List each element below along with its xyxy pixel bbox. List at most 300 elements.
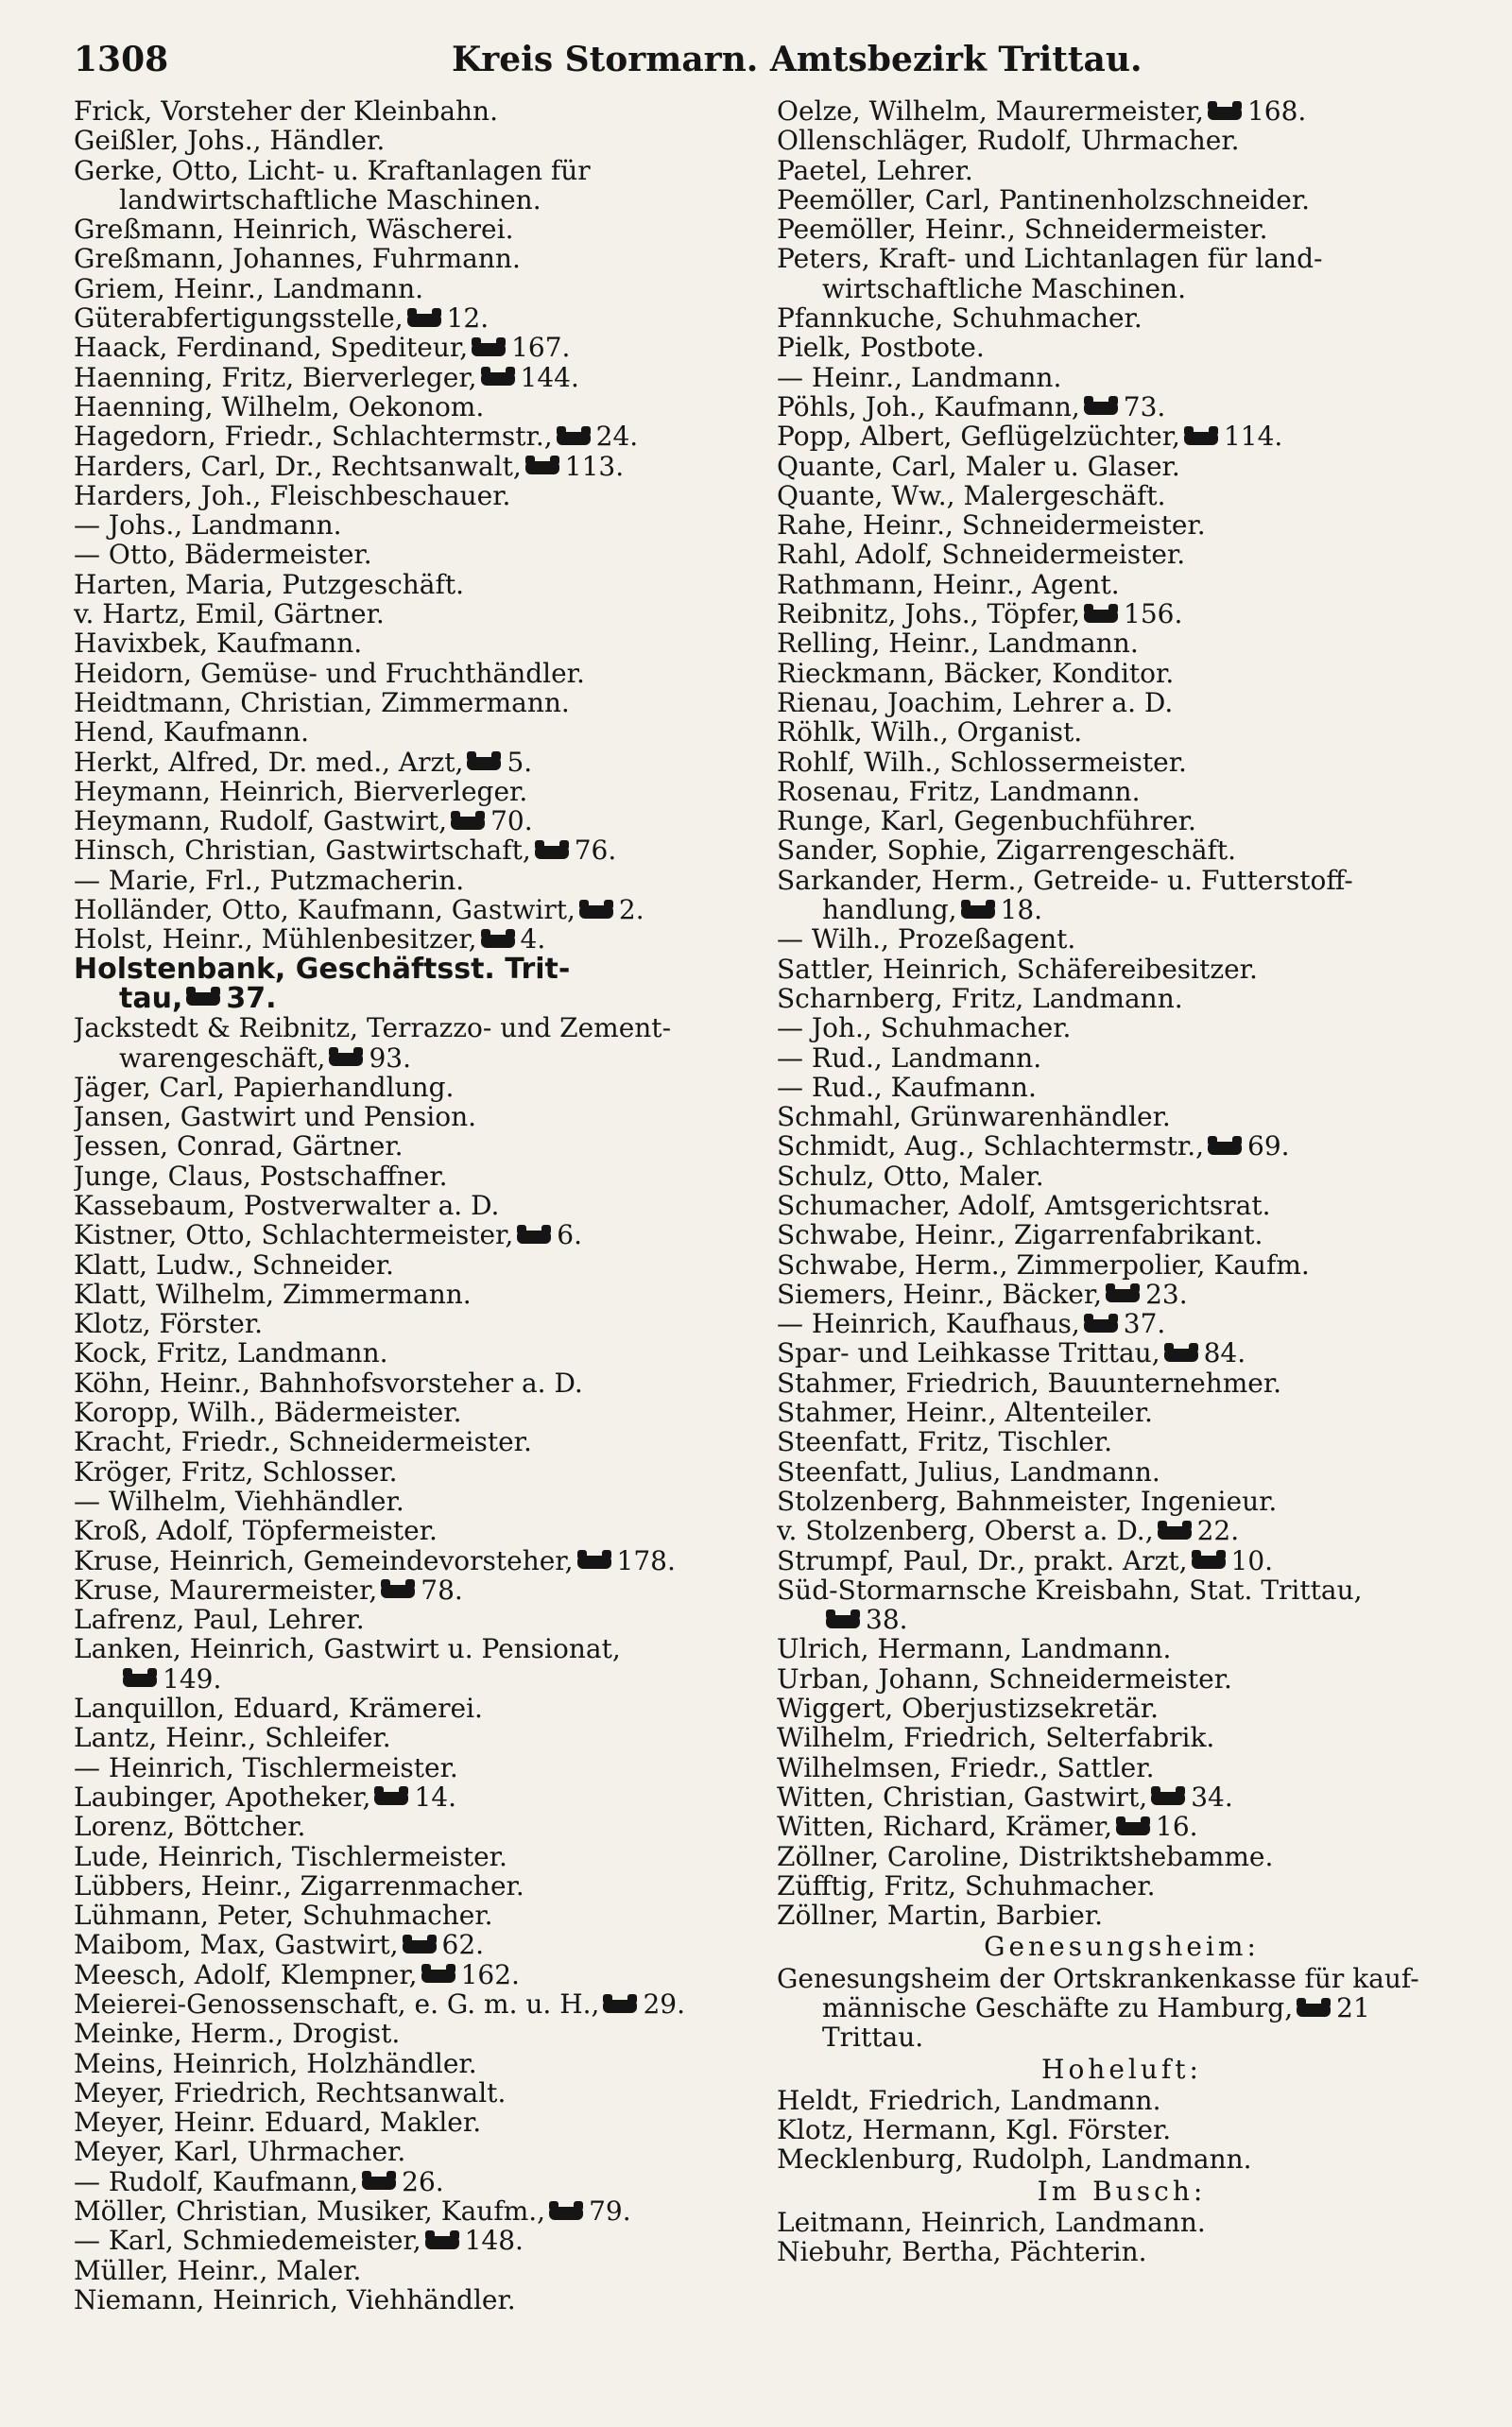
directory-entry [74, 392, 764, 422]
entry-text: Köhn, Heinr., Bahnhofsvorsteher a. D. [74, 1368, 583, 1399]
entry-text: — Heinrich, Tischlermeister. [74, 1752, 458, 1782]
entry-text: Siemers, Heinr., Bäcker, [777, 1279, 1103, 1310]
telephone-number: 23. [1145, 1279, 1188, 1310]
directory-entry [777, 1162, 1467, 1191]
entry-text: Schwabe, Heinr., Zigarrenfabrikant. [777, 1220, 1263, 1250]
entry-text: Steenfatt, Julius, Landmann. [777, 1456, 1160, 1487]
entry-text: Zöllner, Caroline, Distriktshebamme. [777, 1841, 1274, 1871]
entry-text: — Rudolf, Kaufmann, [74, 2166, 359, 2197]
entry-text: — Karl, Schmiedemeister, [74, 2226, 421, 2256]
entry-text: Meierei-Genossenschaft, e. G. m. u. H., [74, 1989, 600, 2020]
directory-entry [777, 1871, 1467, 1901]
entry-text: Heidorn, Gemüse- und Fruchthändler. [74, 658, 585, 688]
entry-text: Genesungsheim der Ortskrankenkasse für kauf- [777, 1963, 1419, 1993]
entry-text: Peters, Kraft- und Lichtanlagen für land- [777, 244, 1323, 274]
directory-entry [777, 185, 1467, 215]
directory-entry [74, 156, 764, 185]
entry-text: — Rud., Landmann. [777, 1042, 1042, 1073]
telephone-number: 37. [1123, 1309, 1166, 1339]
directory-entry [777, 1280, 1467, 1309]
directory-entry [74, 1901, 764, 1930]
directory-entry [74, 895, 764, 924]
entry-text: Maibom, Max, Gastwirt, [74, 1930, 399, 1960]
entry-text: Schulz, Otto, Maler. [777, 1161, 1044, 1191]
telephone-number: 26. [402, 2166, 444, 2197]
entry-text: Hinsch, Christian, Gastwirtschaft, [74, 835, 531, 866]
entry-text: Stahmer, Friedrich, Bauunternehmer. [777, 1368, 1282, 1399]
entry-text: landwirtschaftliche Maschinen. [119, 184, 541, 215]
entry-text: Schmahl, Grünwarenhändler. [777, 1102, 1171, 1132]
entry-text: Havixbek, Kaufmann. [74, 628, 363, 659]
telephone-number: 22. [1196, 1516, 1240, 1546]
telephone-icon [186, 992, 220, 1006]
directory-entry [777, 1427, 1467, 1456]
directory-entry [74, 540, 764, 569]
entry-text: Peemöller, Carl, Pantinenholzschneider. [777, 184, 1311, 215]
directory-entry [777, 2115, 1467, 2144]
entry-text: Lorenz, Böttcher. [74, 1812, 306, 1842]
entry-text: v. Hartz, Emil, Gärtner. [74, 599, 385, 629]
entry-text: Lühmann, Peter, Schuhmacher. [74, 1901, 493, 1931]
directory-entry [777, 1043, 1467, 1073]
directory-entry [74, 2078, 764, 2108]
entry-text: Röhlk, Wilh., Organist. [777, 717, 1083, 748]
directory-entry [74, 777, 764, 806]
directory-entry [74, 1309, 764, 1338]
entry-text: Peemöller, Heinr., Schneidermeister. [777, 215, 1268, 245]
directory-entry [74, 1043, 764, 1073]
telephone-number: 84. [1203, 1338, 1246, 1368]
entry-text: Schmidt, Aug., Schlachtermstr., [777, 1131, 1205, 1162]
directory-entry [74, 1575, 764, 1605]
telephone-number: 70. [490, 806, 533, 836]
telephone-icon [525, 461, 559, 474]
directory-entry [74, 363, 764, 392]
entry-text: Genesungsheim: [984, 1931, 1260, 1963]
directory-entry [74, 628, 764, 658]
entry-text: Hend, Kaufmann. [74, 717, 309, 748]
directory-entry [777, 1546, 1467, 1575]
entry-text: — Heinrich, Kaufhaus, [777, 1309, 1080, 1339]
entry-text: Süd-Stormarnsche Kreisbahn, Stat. Trittau, [777, 1575, 1363, 1606]
telephone-icon [1184, 432, 1218, 445]
entry-text: Meesch, Adolf, Klempner, [74, 1959, 418, 1989]
directory-entry [74, 806, 764, 835]
entry-text: Greßmann, Heinrich, Wäscherei. [74, 215, 514, 245]
telephone-number: 168. [1246, 96, 1307, 127]
entry-text: — Joh., Schuhmacher. [777, 1013, 1072, 1043]
entry-text: Wilhelm, Friedrich, Selterfabrik. [777, 1723, 1215, 1753]
page-number: 1308 [74, 40, 169, 79]
telephone-icon [381, 1585, 415, 1598]
directory-entry [74, 1634, 764, 1663]
directory-entry [74, 955, 764, 984]
directory-entry [74, 452, 764, 481]
directory-entry [777, 1368, 1467, 1398]
entry-text: Klotz, Förster. [74, 1309, 264, 1339]
section-heading [777, 2175, 1467, 2208]
directory-entry [777, 628, 1467, 658]
directory-entry [74, 1753, 764, 1782]
entry-text: Jäger, Carl, Papierhandlung. [74, 1072, 455, 1103]
directory-entry [74, 1280, 764, 1309]
entry-text: Kroß, Adolf, Töpfermeister. [74, 1516, 438, 1546]
directory-entry [777, 2086, 1467, 2115]
telephone-icon [535, 846, 569, 859]
entry-text: Heymann, Heinrich, Bierverleger. [74, 776, 528, 807]
entry-text: Runge, Karl, Gegenbuchführer. [777, 806, 1196, 836]
entry-text: Kistner, Otto, Schlachtermeister, [74, 1220, 514, 1250]
telephone-icon [421, 1970, 455, 1983]
directory-entry [74, 2256, 764, 2285]
directory-entry [777, 215, 1467, 244]
directory-entry [74, 748, 764, 777]
entry-text: Witten, Richard, Krämer, [777, 1812, 1113, 1842]
entry-text: Rohlf, Wilh., Schlossermeister. [777, 747, 1187, 777]
entry-text: Leitmann, Heinrich, Landmann. [777, 2208, 1206, 2238]
directory-entry [74, 1871, 764, 1901]
entry-text: Holst, Heinr., Mühlenbesitzer, [74, 924, 477, 955]
telephone-icon [579, 905, 613, 919]
telephone-icon [1164, 1349, 1198, 1362]
directory-entry [74, 1457, 764, 1487]
directory-entry [777, 2237, 1467, 2266]
entry-text: Rahe, Heinr., Schneidermeister. [777, 510, 1206, 541]
directory-entry [777, 510, 1467, 540]
telephone-icon [577, 1556, 611, 1569]
entry-text: — Johs., Landmann. [74, 510, 342, 541]
directory-entry [777, 1309, 1467, 1338]
telephone-icon [451, 817, 485, 830]
telephone-icon [425, 2236, 459, 2249]
entry-text: Kröger, Fritz, Schlosser. [74, 1456, 398, 1487]
section-heading [777, 1930, 1467, 1963]
directory-entry [777, 895, 1467, 924]
directory-entry [777, 717, 1467, 747]
entry-text: Meins, Heinrich, Holzhändler. [74, 2048, 477, 2078]
directory-entry [74, 244, 764, 273]
directory-entry [777, 1964, 1467, 1993]
directory-entry [74, 599, 764, 628]
telephone-icon [472, 343, 506, 356]
directory-entry [74, 274, 764, 303]
entry-text: Witten, Christian, Gastwirt, [777, 1782, 1148, 1813]
entry-text: Strumpf, Paul, Dr., prakt. Arzt, [777, 1545, 1188, 1575]
page-title: Kreis Stormarn. Amtsbezirk Trittau. [452, 40, 1143, 79]
directory-entry [777, 1723, 1467, 1752]
directory-entry [74, 1013, 764, 1042]
entry-text: — Heinr., Landmann. [777, 362, 1062, 392]
directory-entry [74, 984, 764, 1013]
directory-entry [74, 1191, 764, 1220]
entry-text: Güterabfertigungsstelle, [74, 303, 404, 334]
directory-entry [777, 2144, 1467, 2174]
directory-entry [74, 1960, 764, 1989]
telephone-number: 76. [574, 835, 617, 866]
directory-entry [74, 1220, 764, 1249]
entry-text: Harders, Joh., Fleischbeschauer. [74, 480, 511, 511]
directory-entry [777, 156, 1467, 185]
directory-entry [74, 1368, 764, 1398]
entry-text: Rathmann, Heinr., Agent. [777, 569, 1120, 600]
directory-entry [74, 1102, 764, 1131]
directory-entry [74, 2196, 764, 2226]
telephone-number: 93. [369, 1042, 411, 1073]
entry-text: Schwabe, Herm., Zimmerpolier, Kaufm. [777, 1249, 1310, 1280]
entry-text: Geißler, Johs., Händler. [74, 126, 386, 156]
telephone-number: 5. [507, 747, 533, 777]
directory-entry [777, 1457, 1467, 1487]
directory-entry [777, 274, 1467, 303]
directory-entry [777, 599, 1467, 628]
telephone-number: 14. [414, 1782, 456, 1813]
directory-entry [74, 1694, 764, 1723]
directory-entry [74, 2285, 764, 2315]
entry-text: Quante, Ww., Malergeschäft. [777, 480, 1166, 511]
directory-entry [74, 333, 764, 362]
directory-entry [777, 1013, 1467, 1042]
entry-text: Frick, Vorsteher der Kleinbahn. [74, 96, 498, 127]
telephone-number: 162. [460, 1959, 520, 1989]
directory-entry [777, 1634, 1467, 1663]
entry-text: Niemann, Heinrich, Viehhändler. [74, 2284, 516, 2315]
directory-entry [777, 1782, 1467, 1812]
directory-entry [777, 2022, 1467, 2052]
entry-text: wirtschaftliche Maschinen. [822, 273, 1186, 304]
telephone-number: 149. [163, 1663, 222, 1695]
directory-entry [74, 1664, 764, 1694]
entry-text: Kracht, Friedr., Schneidermeister. [74, 1427, 532, 1457]
entry-text: Klotz, Hermann, Kgl. Förster. [777, 2115, 1172, 2145]
directory-entry [74, 1782, 764, 1812]
entry-text: Paetel, Lehrer. [777, 155, 973, 185]
directory-entry [777, 688, 1467, 717]
directory-entry [74, 1162, 764, 1191]
directory-entry [74, 481, 764, 510]
directory-entry [777, 1605, 1467, 1634]
entry-text: Ulrich, Hermann, Landmann. [777, 1634, 1172, 1664]
telephone-number: 10. [1230, 1545, 1274, 1575]
entry-text: — Wilhelm, Viehhändler. [74, 1486, 404, 1517]
telephone-icon [329, 1053, 363, 1066]
entry-text: — Otto, Bädermeister. [74, 540, 372, 570]
directory-entry [74, 510, 764, 540]
entry-text: Möller, Christian, Musiker, Kaufm., [74, 2196, 546, 2227]
directory-entry [74, 1516, 764, 1545]
directory-entry [777, 1993, 1467, 2022]
entry-text: Sarkander, Herm., Getreide- u. Futterstoff- [777, 865, 1353, 896]
telephone-icon [1084, 610, 1118, 623]
telephone-icon [1116, 1822, 1150, 1835]
telephone-number: 114. [1223, 422, 1283, 452]
directory-entry [74, 1487, 764, 1516]
telephone-number: 62. [441, 1930, 485, 1960]
telephone-icon [517, 1231, 551, 1244]
directory-entry [777, 1516, 1467, 1545]
telephone-number: 113. [564, 451, 625, 481]
directory-entry [777, 1812, 1467, 1841]
telephone-icon [1084, 1319, 1118, 1333]
directory-entry [74, 1812, 764, 1841]
directory-entry [777, 1487, 1467, 1516]
entry-text: Kruse, Heinrich, Gemeindevorsteher, [74, 1545, 574, 1575]
directory-entry [777, 1338, 1467, 1368]
directory-entry [74, 2137, 764, 2166]
entry-text: Haack, Ferdinand, Spediteur, [74, 333, 469, 363]
entry-text: Sander, Sophie, Zigarrengeschäft. [777, 835, 1237, 866]
entry-text: Klatt, Ludw., Schneider. [74, 1249, 394, 1280]
directory-entry [777, 422, 1467, 451]
entry-text: Müller, Heinr., Maler. [74, 2255, 362, 2285]
entry-text: — Wilh., Prozeßagent. [777, 924, 1076, 955]
entry-text: Kruse, Maurermeister, [74, 1575, 378, 1606]
directory-entry [74, 1546, 764, 1575]
telephone-number: 148. [464, 2226, 524, 2256]
entry-text: Meyer, Heinr. Eduard, Makler. [74, 2108, 482, 2138]
entry-text: Rienau, Joachim, Lehrer a. D. [777, 687, 1174, 718]
directory-entry [74, 1842, 764, 1871]
telephone-icon [1084, 402, 1118, 415]
directory-entry [777, 659, 1467, 688]
telephone-number: 167. [511, 333, 571, 363]
directory-entry [74, 1073, 764, 1102]
telephone-icon [1151, 1792, 1185, 1805]
directory-entry [777, 866, 1467, 895]
left-column [74, 96, 764, 2315]
entry-text: Mecklenburg, Rudolph, Landmann. [777, 2144, 1252, 2175]
entry-text: Pielk, Postbote. [777, 333, 985, 363]
directory-entry [74, 659, 764, 688]
directory-entry [777, 1901, 1467, 1930]
telephone-number: 73. [1123, 391, 1166, 422]
entry-text: Stahmer, Heinr., Altenteiler. [777, 1398, 1153, 1428]
entry-text: Koropp, Wilh., Bädermeister. [74, 1398, 462, 1428]
entry-text: Oelze, Wilhelm, Maurermeister, [777, 96, 1204, 127]
directory-entry [777, 540, 1467, 569]
directory-entry [74, 215, 764, 244]
telephone-icon [1192, 1556, 1226, 1569]
telephone-number: 6. [557, 1220, 582, 1250]
directory-entry [777, 1842, 1467, 1871]
directory-entry [74, 1989, 764, 2019]
directory-entry [777, 333, 1467, 362]
telephone-icon [1208, 1142, 1242, 1155]
telephone-icon [1106, 1289, 1140, 1302]
entry-text: Sattler, Heinrich, Schäfereibesitzer. [777, 954, 1258, 984]
entry-text: Jansen, Gastwirt und Pension. [74, 1102, 477, 1132]
telephone-number: 79. [589, 2196, 631, 2227]
telephone-icon [549, 2207, 583, 2220]
directory-entry [74, 1605, 764, 1634]
entry-text: Harders, Carl, Dr., Rechtsanwalt, [74, 451, 522, 481]
entry-text: Stolzenberg, Bahnmeister, Ingenieur. [777, 1486, 1278, 1517]
directory-entry [74, 1723, 764, 1752]
telephone-icon [407, 314, 441, 327]
telephone-number: 178. [616, 1545, 676, 1575]
entry-text: Heidtmann, Christian, Zimmermann. [74, 687, 570, 718]
entry-text: Lafrenz, Paul, Lehrer. [74, 1605, 365, 1635]
directory-entry [74, 570, 764, 599]
directory-entry [74, 1427, 764, 1456]
entry-text: Rosenau, Fritz, Landmann. [777, 776, 1141, 807]
entry-text: Hoheluft: [1041, 2053, 1202, 2085]
directory-entry [74, 924, 764, 954]
entry-text: Trittau. [822, 2022, 924, 2053]
entry-text: Spar- und Leihkasse Trittau, [777, 1338, 1160, 1368]
entry-text: — Rud., Kaufmann. [777, 1072, 1037, 1103]
entry-text: Urban, Johann, Schneidermeister. [777, 1663, 1232, 1695]
directory-entry [777, 748, 1467, 777]
directory-entry [777, 1250, 1467, 1280]
entry-text: Holländer, Otto, Kaufmann, Gastwirt, [74, 895, 576, 925]
directory-entry [74, 1338, 764, 1368]
telephone-number: 16. [1156, 1812, 1198, 1842]
entry-text: Lanquillon, Eduard, Krämerei. [74, 1694, 483, 1724]
directory-entry [74, 2226, 764, 2255]
directory-entry [74, 96, 764, 126]
directory-entry [777, 806, 1467, 835]
directory-entry [74, 185, 764, 215]
entry-text: Steenfatt, Fritz, Tischler. [777, 1427, 1112, 1457]
telephone-number: 78. [421, 1575, 463, 1606]
directory-entry [777, 363, 1467, 392]
telephone-icon [403, 1940, 437, 1954]
entry-text: Im Busch: [1037, 2175, 1207, 2207]
telephone-icon [1297, 2004, 1331, 2017]
directory-entry [777, 1131, 1467, 1161]
telephone-number: 4. [520, 924, 546, 955]
directory-entry [777, 244, 1467, 273]
directory-entry [74, 2019, 764, 2048]
entry-text: Ollenschläger, Rudolf, Uhrmacher. [777, 126, 1240, 156]
telephone-number: 37. [226, 983, 277, 1014]
directory-entry [74, 2108, 764, 2137]
entry-text: Schumacher, Adolf, Amtsgerichtsrat. [777, 1190, 1271, 1221]
entry-text: — Marie, Frl., Putzmacherin. [74, 865, 465, 896]
telephone-number: 69. [1247, 1131, 1290, 1162]
entry-text: Meyer, Karl, Uhrmacher. [74, 2137, 406, 2167]
entry-text: Griem, Heinr., Landmann. [74, 273, 424, 304]
entry-text: Lantz, Heinr., Schleifer. [74, 1723, 391, 1753]
directory-entry [777, 303, 1467, 333]
telephone-number: 29. [643, 1989, 685, 2020]
entry-text: v. Stolzenberg, Oberst a. D., [777, 1516, 1154, 1546]
telephone-icon [481, 372, 515, 386]
directory-entry [74, 126, 764, 155]
entry-text: Wiggert, Oberjustizsekretär. [777, 1694, 1159, 1724]
entry-text: Lanken, Heinrich, Gastwirt u. Pensionat, [74, 1634, 621, 1664]
telephone-number: 2. [618, 895, 644, 925]
telephone-number: 38. [866, 1605, 908, 1635]
entry-text: handlung, [822, 895, 957, 925]
entry-text: Holstenbank, Geschäftsst. Trit- [74, 954, 571, 984]
entry-text: Jackstedt & Reibnitz, Terrazzo- und Zement- [74, 1013, 672, 1043]
entry-text: Haenning, Fritz, Bierverleger, [74, 362, 477, 392]
telephone-number: 156. [1124, 599, 1183, 629]
directory-entry [74, 1930, 764, 1959]
entry-text: Scharnberg, Fritz, Landmann. [777, 983, 1183, 1014]
telephone-number: 18. [1000, 895, 1043, 925]
telephone-number: 12. [446, 303, 490, 334]
section-heading [777, 2053, 1467, 2086]
entry-text: Kock, Fritz, Landmann. [74, 1338, 388, 1368]
entry-text: männische Geschäfte zu Hamburg, [822, 1993, 1294, 2023]
entry-text: Junge, Claus, Postschaffner. [74, 1161, 448, 1191]
entry-text: Herkt, Alfred, Dr. med., Arzt, [74, 747, 464, 777]
telephone-icon [374, 1792, 408, 1805]
directory-entry [74, 1250, 764, 1280]
telephone-number: 144. [520, 362, 579, 392]
